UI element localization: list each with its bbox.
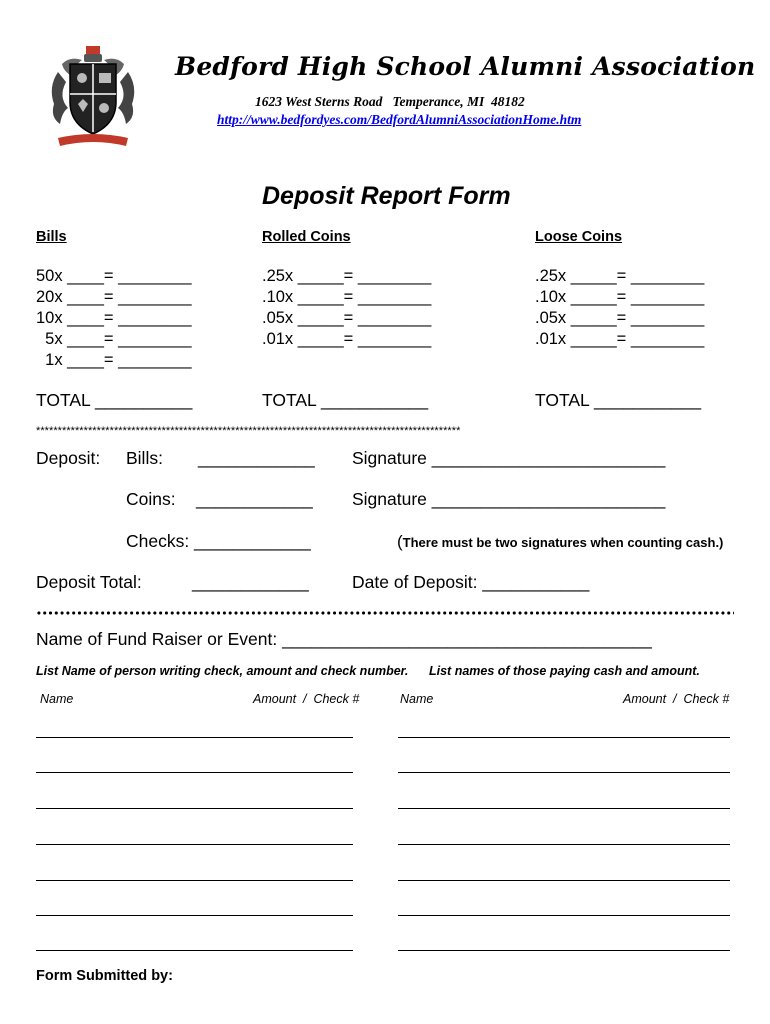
note-open-paren: ( [397,532,403,551]
rolled-coins-table [262,266,431,350]
deposit-total-label: Deposit Total: [36,572,142,592]
form-title: Deposit Report Form [262,182,511,210]
deposit-checks-label: Checks: [126,531,190,551]
cash-entry-line[interactable] [398,915,730,916]
asterisk-separator: ************************************************************************************************** [36,425,461,437]
note-text: There must be two signatures when counting cash.) [402,535,724,550]
loose-row-pennies[interactable]: .01x _____= ________ [535,330,705,348]
signature-2-field[interactable]: Signature ________________________ [352,489,666,509]
cash-entry-line[interactable] [398,880,730,881]
checks-name-header: Name [40,692,74,706]
bills-table [36,266,192,371]
deposit-total-field[interactable]: ____________ [192,572,309,592]
checks-list-instruction: List Name of person writing check, amount and check number. [36,664,409,678]
rolled-row-dimes[interactable]: .10x _____= ________ [262,288,432,306]
deposit-bills-field[interactable]: ____________ [198,448,315,468]
rolled-row-quarters[interactable]: .25x _____= ________ [262,267,432,285]
cash-entry-line[interactable] [398,808,730,809]
cash-entry-line[interactable] [398,950,730,951]
loose-row-quarters[interactable]: .25x _____= ________ [535,267,705,285]
bills-heading: Bills [36,229,67,245]
deposit-label: Deposit: [36,448,101,468]
loose-coins-heading: Loose Coins [535,229,623,245]
date-of-deposit-field[interactable]: Date of Deposit: ___________ [352,572,590,592]
cash-entry-line[interactable] [398,844,730,845]
signature-1-field[interactable]: Signature ________________________ [352,448,666,468]
rolled-row-pennies[interactable]: .01x _____= ________ [262,330,432,348]
loose-row-nickels[interactable]: .05x _____= ________ [535,309,705,327]
bills-row-20[interactable]: 20x ____= ________ [36,288,192,306]
fund-raiser-event-field[interactable]: Name of Fund Raiser or Event: ______________________________________ [36,629,652,649]
check-entry-line[interactable] [36,950,353,951]
check-entry-line[interactable] [36,772,353,773]
loose-coins-table [535,266,704,350]
bills-row-50[interactable]: 50x ____= ________ [36,267,192,285]
cash-amount-header: Amount / Check # [623,692,730,706]
bills-row-5[interactable]: 5x ____= ________ [36,330,192,348]
alumni-crest-logo [48,42,138,150]
rolled-coins-heading: Rolled Coins [262,229,351,245]
two-signatures-note [397,532,723,552]
check-entry-line[interactable] [36,737,353,738]
organization-name: Bedford High School Alumni Association [175,52,756,81]
cash-entry-line[interactable] [398,772,730,773]
bills-total-field[interactable]: TOTAL __________ [36,390,193,410]
rolled-coins-total-field[interactable]: TOTAL ___________ [262,390,429,410]
deposit-checks-field[interactable]: ____________ [194,531,311,551]
deposit-coins-label: Coins: [126,489,176,509]
cash-name-header: Name [400,692,434,706]
check-entry-line[interactable] [36,880,353,881]
check-entry-line[interactable] [36,915,353,916]
cash-entry-line[interactable] [398,737,730,738]
check-entry-line[interactable] [36,808,353,809]
checks-amount-header: Amount / Check # [253,692,360,706]
loose-coins-total-field[interactable]: TOTAL ___________ [535,390,702,410]
check-entry-line[interactable] [36,844,353,845]
organization-website-link[interactable]: http://www.bedfordyes.com/BedfordAlumniAssociationHome.htm [217,112,582,127]
dotted-separator [36,611,734,615]
form-submitted-by-label: Form Submitted by: [36,968,173,984]
deposit-bills-label: Bills: [126,448,163,468]
cash-list-instruction: List names of those paying cash and amount. [429,664,700,678]
rolled-row-nickels[interactable]: .05x _____= ________ [262,309,432,327]
deposit-coins-field[interactable]: ____________ [196,489,313,509]
bills-row-10[interactable]: 10x ____= ________ [36,309,192,327]
loose-row-dimes[interactable]: .10x _____= ________ [535,288,705,306]
bills-row-1[interactable]: 1x ____= ________ [36,351,192,369]
organization-address: 1623 West Sterns Road Temperance, MI 48182 [255,94,525,109]
